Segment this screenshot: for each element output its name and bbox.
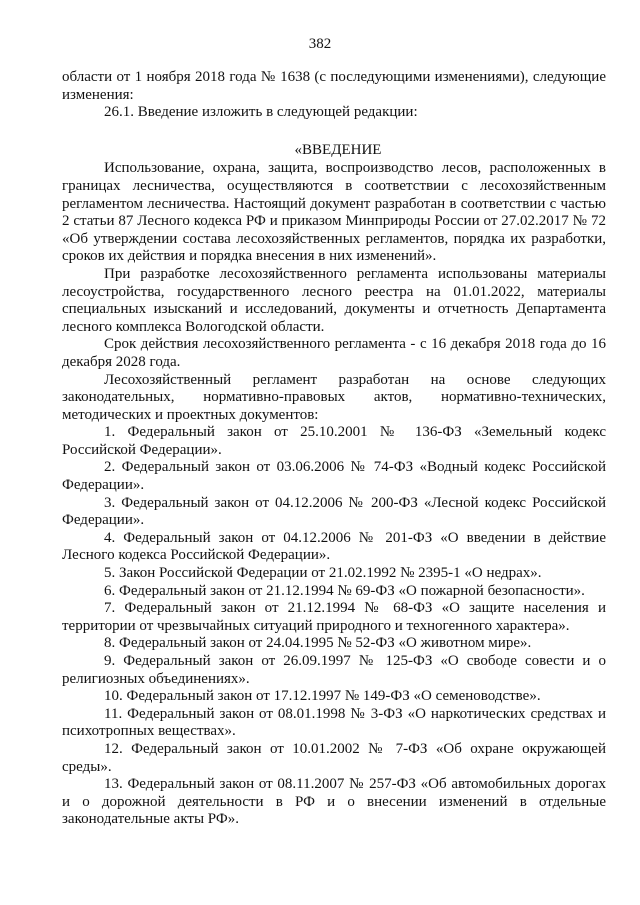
law-item: 7. Федеральный закон от 21.12.1994 № 68-ФЗ «О защите населения и территории от чрезвычайных ситуаций природного и техногенного характера». <box>62 600 606 634</box>
document-body <box>62 69 606 829</box>
law-item: 8. Федеральный закон от 24.04.1995 № 52-ФЗ «О животном мире». <box>104 635 532 652</box>
law-item: 12. Федеральный закон от 10.01.2002 № 7-ФЗ «Об охране окружающей среды». <box>62 740 606 775</box>
law-item: 3. Федеральный закон от 04.12.2006 № 200-ФЗ «Лесной кодекс Российской Федерации». <box>62 494 606 529</box>
clause-text: 26.1. Введение изложить в следующей редакции: <box>104 104 418 121</box>
law-item: 4. Федеральный закон от 04.12.2006 № 201-ФЗ «О введении в действие Лесного кодекса Российской Федерации». <box>62 529 606 564</box>
page-number: 382 <box>308 36 332 52</box>
law-item: 13. Федеральный закон от 08.11.2007 № 257-ФЗ «Об автомобильных дорогах и о дорожной деятельности в РФ и о внесении изменений в отдельные законодательные акты РФ». <box>62 776 606 828</box>
law-item: 1. Федеральный закон от 25.10.2001 № 136-ФЗ «Земельный кодекс Российской Федерации». <box>62 424 606 458</box>
law-item: 9. Федеральный закон от 26.09.1997 № 125-ФЗ «О свободе совести и о религиозных объединениях». <box>62 653 606 687</box>
law-list <box>62 424 606 829</box>
paragraph-validity: Срок действия лесохозяйственного регламента - с 16 декабря 2018 года до 16 декабря 2028 года. <box>62 336 606 370</box>
section-heading: «ВВЕДЕНИЕ <box>294 141 382 158</box>
law-item: 10. Федеральный закон от 17.12.1997 № 149-ФЗ «О семеноводстве». <box>104 688 541 705</box>
paragraph-materials: При разработке лесохозяйственного регламента использованы материалы лесоустройства, государственного лесного реестра на 01.01.2022, материалы специальных изысканий и исследований, документы и отчетность Департамента лесного комплекса Вологодской области. <box>62 265 606 335</box>
paragraph-basis: Лесохозяйственный регламент разработан на основе следующих законодательных, нормативно-правовых актов, нормативно-технических, методических и проектных документов: <box>62 371 606 423</box>
law-item: 6. Федеральный закон от 21.12.1994 № 69-ФЗ «О пожарной безопасности». <box>104 582 585 599</box>
continuation-text: области от 1 ноября 2018 года № 1638 (с последующими изменениями), следующие изменения: <box>62 69 606 103</box>
law-item: 5. Закон Российской Федерации от 21.02.1992 № 2395-1 «О недрах». <box>104 565 542 582</box>
law-item: 2. Федеральный закон от 03.06.2006 № 74-ФЗ «Водный кодекс Российской Федерации». <box>62 459 606 494</box>
law-item: 11. Федеральный закон от 08.01.1998 № 3-ФЗ «О наркотических средствах и психотропных веществах». <box>62 705 606 740</box>
paragraph-usage: Использование, охрана, защита, воспроизводство лесов, расположенных в границах лесничества, осуществляются в соответствии с лесохозяйственным регламентом лесничества. Настоящий документ разработан в соответствии с частью 2 статьи 87 Лесного кодекса РФ и приказом Минприроды России от 27.02.2017 № 72 «Об утверждении состава лесохозяйственных регламентов, порядка их разработки, сроков их действия и порядка внесения в них изменений». <box>62 160 606 265</box>
